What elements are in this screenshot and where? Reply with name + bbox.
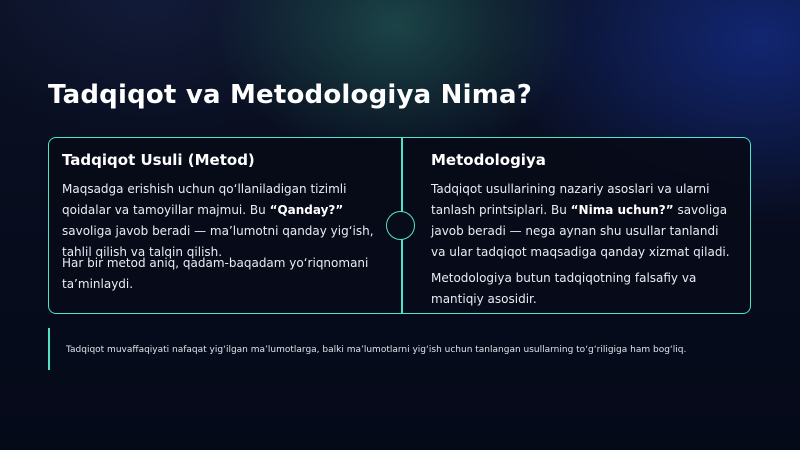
- method-description-bold: “Qanday?”: [269, 203, 344, 217]
- methodology-description-bold: “Nima uchun?”: [570, 203, 674, 217]
- divider-circle-icon: [386, 211, 415, 240]
- method-note: Har bir metod aniq, qadam-baqadam yo‘riqnomani ta’minlaydi.: [62, 256, 369, 291]
- method-description-text-1: Maqsadga erishish uchun qo‘llaniladigan tizimli qoidalar va tamoyillar majmui. Bu: [62, 182, 347, 217]
- method-column: [62, 151, 382, 295]
- comparison-card: [48, 137, 751, 314]
- slide-title: Tadqiqot va Metodologiya Nima?: [48, 80, 533, 110]
- methodology-note: Metodologiya butun tadqiqotning falsafiy va mantiqiy asosidir.: [431, 271, 697, 306]
- note-accent-bar: [48, 328, 50, 370]
- method-description: [62, 179, 382, 263]
- method-description-text-2: savoliga javob beradi — ma’lumotni qanday yig‘ish, tahlil qilish va talqin qilish.: [62, 224, 374, 259]
- footnote-text: Tadqiqot muvaffaqiyati nafaqat yig‘ilgan ma’lumotlarga, balki ma’lumotlarni yig‘ish uchun tanlangan usullarning to‘g‘riligiga ham bog‘liq.: [66, 345, 687, 355]
- methodology-description-text-1: Tadqiqot usullarining nazariy asoslari va ularni tanlash printsiplari. Bu: [431, 182, 710, 217]
- methodology-heading: Metodologiya: [431, 151, 546, 169]
- methodology-column: [431, 151, 736, 310]
- methodology-description: [431, 179, 736, 263]
- methodology-description-text-2: savoliga javob beradi — nega aynan shu usullar tanlandi va ular tadqiqot maqsadiga qanday xizmat qiladi.: [431, 203, 730, 259]
- method-heading: Tadqiqot Usuli (Metod): [62, 151, 255, 169]
